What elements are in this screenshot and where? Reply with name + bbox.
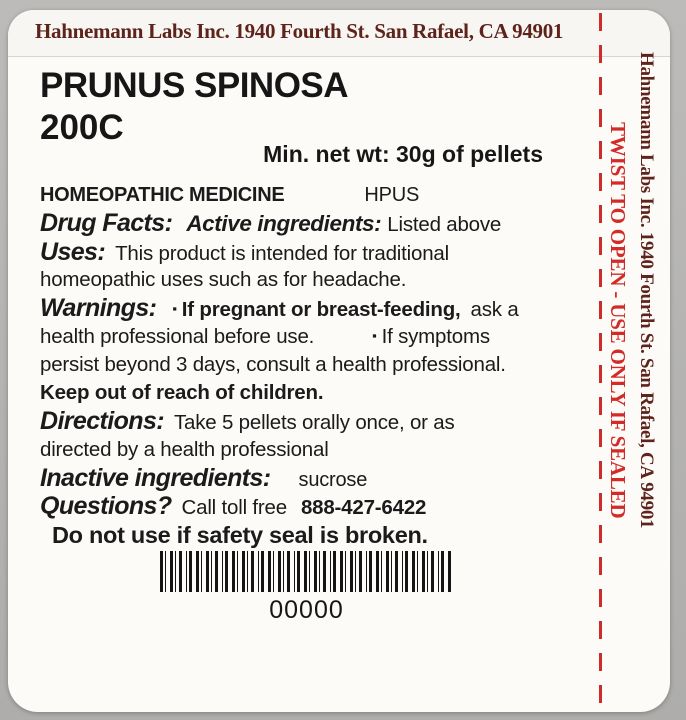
uses-heading: Uses:	[40, 237, 106, 266]
side-manufacturer-address: Hahnemann Labs Inc. 1940 Fourth St. San Rafael, CA 94901	[636, 52, 657, 529]
active-ingredients-label: Active ingredients:	[186, 211, 382, 237]
barcode-number: 00000	[269, 596, 344, 624]
directions-text-1: Take 5 pellets orally once, or as	[173, 411, 455, 435]
directions-heading: Directions:	[40, 407, 164, 436]
compendium-label: HPUS	[364, 184, 420, 206]
barcode	[160, 551, 453, 592]
inactive-ingredients-value: sucrose	[298, 468, 368, 491]
medicine-type-label: HOMEOPATHIC MEDICINE	[40, 184, 285, 206]
inactive-ingredients-line	[40, 464, 588, 492]
square-bullet-icon: ▪	[172, 301, 177, 317]
product-label	[8, 10, 670, 712]
uses-line-2	[40, 266, 588, 294]
net-weight: Min. net wt: 30g of pellets	[263, 141, 543, 167]
directions-line-1	[40, 407, 588, 435]
warnings-heading: Warnings:	[40, 294, 157, 323]
questions-heading: Questions?	[40, 492, 172, 521]
square-bullet-icon: ▪	[372, 328, 377, 344]
manufacturer-address: Hahnemann Labs Inc. 1940 Fourth St. San Rafael, CA 94901	[35, 19, 564, 43]
inactive-ingredients-label: Inactive ingredients:	[40, 463, 271, 492]
directions-line-2	[40, 436, 588, 464]
warning-pregnant-cont: health professional before use.	[40, 325, 315, 349]
label-header-band	[8, 10, 670, 57]
keep-out-line	[40, 379, 588, 407]
warning-pregnant-text: If pregnant or breast-feeding,	[181, 298, 461, 322]
drug-facts-heading: Drug Facts:	[40, 209, 173, 238]
warnings-line-2	[40, 322, 588, 350]
safety-seal-text: Do not use if safety seal is broken.	[52, 521, 428, 548]
safety-seal-line	[40, 521, 588, 549]
perforation-dashed-line	[599, 13, 602, 709]
phone-number: 888-427-6422	[300, 496, 427, 520]
drug-facts-heading-line	[40, 209, 588, 237]
questions-line	[40, 492, 588, 520]
product-potency: 200C	[40, 108, 124, 147]
keep-out-text: Keep out of reach of children.	[40, 381, 324, 405]
questions-text: Call toll free	[181, 496, 287, 520]
classification-line	[40, 181, 588, 209]
tamper-warning-text: TWIST TO OPEN - USE ONLY IF SEALED	[606, 122, 630, 519]
warning-symptoms-start: If symptoms	[381, 325, 490, 349]
drug-facts-panel	[40, 181, 588, 549]
product-name: PRUNUS SPINOSA	[40, 66, 349, 105]
warnings-line-3	[40, 351, 588, 379]
uses-text-2: homeopathic uses such as for headache.	[40, 267, 407, 291]
warnings-line-1	[40, 294, 588, 322]
active-ingredients-value: Listed above	[387, 213, 502, 237]
warning-pregnant-rest: ask a	[470, 298, 519, 322]
uses-text-1: This product is intended for traditional	[115, 241, 449, 265]
uses-line-1	[40, 238, 588, 266]
directions-text-2: directed by a health professional	[40, 437, 329, 461]
warning-symptoms-cont: persist beyond 3 days, consult a health professional.	[40, 352, 506, 376]
